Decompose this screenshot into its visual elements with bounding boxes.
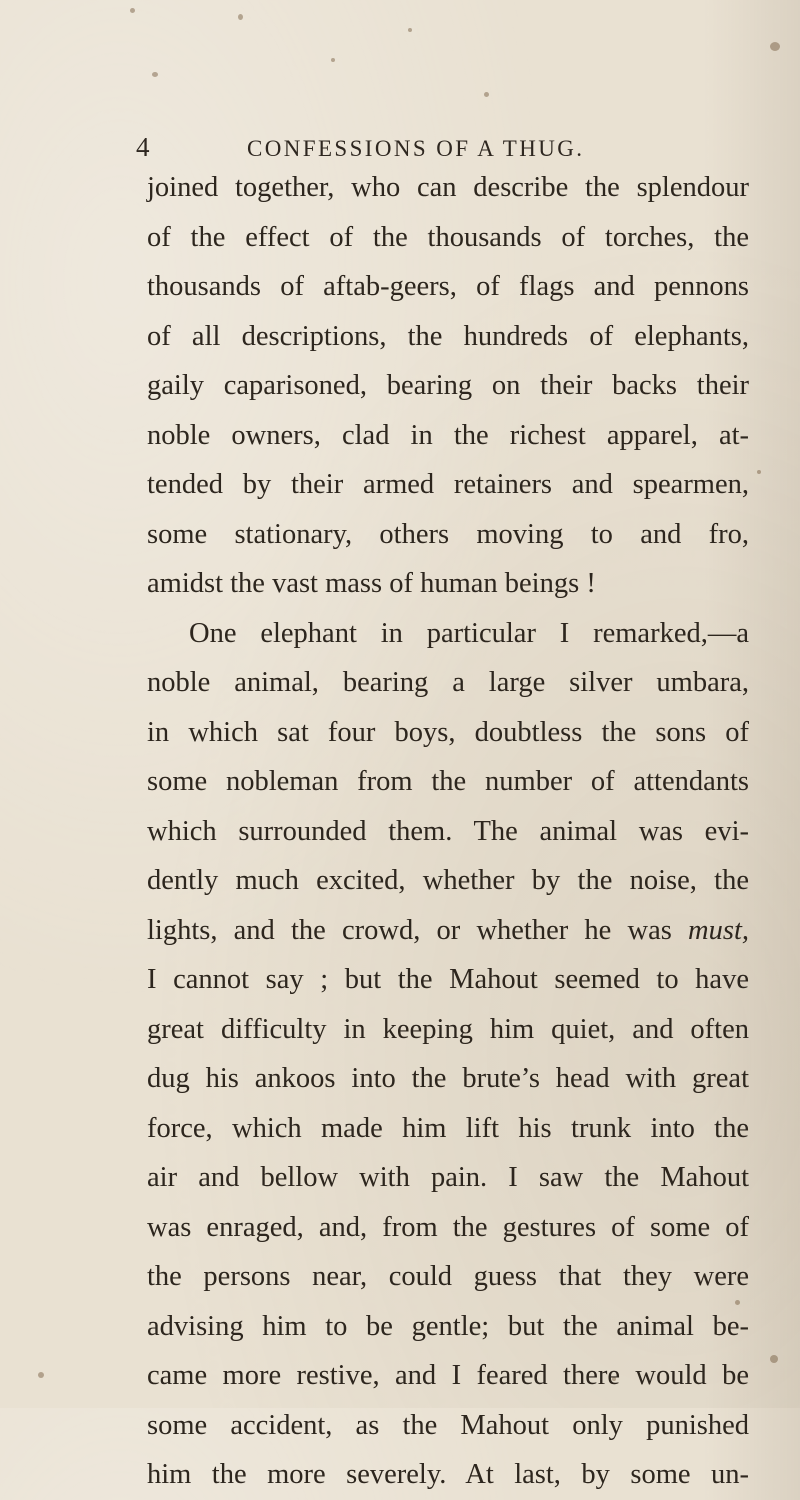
text-line: advising him to be gentle; but the animal be- [147, 1310, 749, 1342]
body-text [147, 163, 749, 1500]
text-line: the persons near, could guess that they were [147, 1261, 749, 1292]
text-line: air and bellow with pain. I saw the Mahout [147, 1162, 749, 1193]
text-line: in which sat four boys, doubtless the sons of [147, 716, 749, 748]
foxing-spot [331, 58, 335, 62]
text-line: thousands of aftab-geers, of flags and pennons [147, 271, 749, 302]
foxing-spot [770, 1355, 778, 1363]
text-line: tended by their armed retainers and spearmen, [147, 469, 749, 500]
text-line: great difficulty in keeping him quiet, and often [147, 1013, 749, 1045]
text-line: some nobleman from the number of attendants [147, 766, 749, 797]
text-line: amidst the vast mass of human beings ! [147, 568, 596, 599]
foxing-spot [152, 72, 158, 77]
text-line: I cannot say ; but the Mahout seemed to have [147, 964, 749, 995]
text-line [147, 906, 749, 956]
text-line: noble animal, bearing a large silver umbara, [147, 667, 749, 698]
text-line: One elephant in particular I remarked,—a [189, 617, 749, 649]
page-number: 4 [136, 132, 150, 162]
text-line: of the effect of the thousands of torches, the [147, 221, 749, 253]
foxing-spot [757, 470, 761, 474]
text-line-segment: lights, and the crowd, or whether he was [147, 914, 672, 946]
text-line: came more restive, and I feared there would be [147, 1360, 749, 1391]
page-header [136, 132, 756, 162]
foxing-spot [238, 14, 243, 20]
text-line: some accident, as the Mahout only punished [147, 1409, 749, 1441]
text-line: some stationary, others moving to and fro, [147, 518, 749, 550]
text-line: of all descriptions, the hundreds of elephants, [147, 320, 749, 352]
text-line: which surrounded them. The animal was evi- [147, 815, 749, 847]
text-line: dug his ankoos into the brute’s head with great [147, 1063, 749, 1094]
foxing-spot [408, 28, 412, 32]
text-line: dently much excited, whether by the noise, the [147, 865, 749, 896]
text-line: gaily caparisoned, bearing on their backs their [147, 370, 749, 401]
foxing-spot [770, 42, 780, 51]
text-line: him the more severely. At last, by some un- [147, 1459, 749, 1490]
italic-word: must, [688, 914, 749, 946]
text-line: joined together, who can describe the splendour [147, 172, 749, 203]
text-line: force, which made him lift his trunk into the [147, 1112, 749, 1144]
running-title: CONFESSIONS OF A THUG. [247, 136, 585, 161]
foxing-spot [38, 1372, 44, 1378]
foxing-spot [484, 92, 489, 97]
foxing-spot [130, 8, 135, 13]
text-line: was enraged, and, from the gestures of some of [147, 1211, 749, 1243]
text-line: noble owners, clad in the richest apparel, at- [147, 419, 749, 451]
